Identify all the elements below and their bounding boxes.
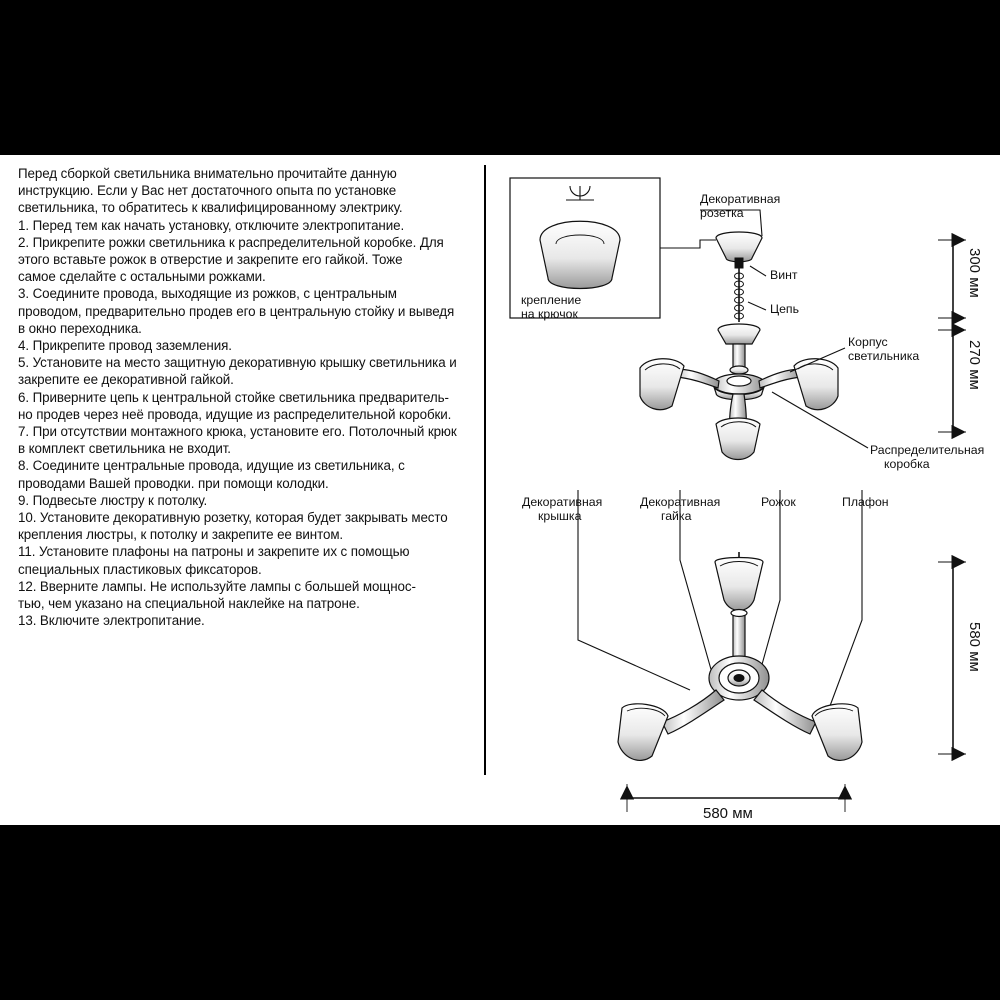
step-line: 11. Установите плафоны на патроны и закрепите их с помощью — [18, 544, 410, 560]
step-line: самое сделайте с остальными рожками. — [18, 269, 266, 285]
step-line: но продев через неё провода, идущие из распределительной коробки. — [18, 406, 452, 422]
hook-caption-line2: на крючок — [521, 307, 578, 321]
intro-line: Перед сборкой светильника внимательно прочитайте данную — [18, 166, 397, 181]
step-line: 10. Установите декоративную розетку, которая будет закрывать место — [18, 510, 448, 526]
callout-shade: Плафон — [842, 495, 889, 509]
step-line: проводом, предварительно продев его в центральную стойку и выведя — [18, 303, 455, 319]
step-line: 3. Соедините провода, выходящие из рожков, с центральным — [18, 286, 397, 302]
step-line: тью, чем указано на специальной наклейке на патроне. — [18, 596, 360, 612]
callout-screw: Винт — [770, 268, 798, 282]
step-line: закрепите ее декоративной гайкой. — [18, 372, 234, 388]
callout-body-line1: Корпус — [848, 335, 888, 349]
step-line: специальных пластиковых фиксаторов. — [18, 561, 262, 577]
step-line: 8. Соедините центральные провода, идущие из светильника, с — [18, 458, 405, 474]
dimension-middle: 270 мм — [966, 340, 983, 390]
step-line: 13. Включите электропитание. — [18, 613, 205, 629]
dimension-width: 580 мм — [703, 805, 753, 822]
callout-cover-line1: Декоративная — [522, 495, 603, 509]
step-line: 4. Прикрепите провод заземления. — [18, 338, 232, 354]
intro-line: инструкцию. Если у Вас нет достаточного опыта по установке — [18, 183, 397, 199]
intro-line: светильника, то обратитесь к квалифицированному электрику. — [18, 200, 403, 216]
step-line: 5. Установите на место защитную декоративную крышку светильника и — [18, 355, 457, 371]
step-line: 7. При отсутствии монтажного крюка, установите его. Потолочный крюк — [18, 424, 457, 440]
step-line: 12. Вверните лампы. Не используйте лампы с большей мощнос- — [18, 578, 416, 594]
callout-nut-line1: Декоративная — [640, 495, 721, 509]
callout-rosette-line2: розетка — [700, 206, 744, 220]
step-line: в комплект светильника не входит. — [18, 441, 231, 457]
callout-arm: Рожок — [761, 495, 796, 509]
step-line: проводами Вашей проводки. при помощи колодки. — [18, 475, 329, 491]
dimension-height: 580 мм — [966, 622, 983, 672]
callout-chain: Цепь — [770, 302, 800, 316]
step-line: этого вставьте рожок в отверстие и закрепите его гайкой. Тоже — [18, 252, 403, 268]
callout-rosette-line1: Декоративная — [700, 192, 781, 206]
callout-nut-line2: гайка — [661, 509, 692, 523]
hook-caption-line1: крепление — [521, 293, 582, 307]
callout-junction-line2: коробка — [884, 457, 930, 471]
step-line: в окно переходника. — [18, 320, 142, 336]
step-line: 6. Приверните цепь к центральной стойке светильника предваритель- — [18, 389, 449, 405]
step-line: 9. Подвесьте люстру к потолку. — [18, 492, 208, 508]
step-line: 2. Прикрепите рожки светильника к распределительной коробке. Для — [18, 234, 444, 250]
step-line: 1. Перед тем как начать установку, отключите электропитание. — [18, 217, 405, 233]
dimension-top: 300 мм — [966, 248, 983, 298]
callout-cover-line2: крышка — [538, 509, 582, 523]
step-line: крепления люстры, к потолку и закрепите ее винтом. — [18, 527, 344, 543]
callout-body-line2: светильника — [848, 349, 920, 363]
callout-junction-line1: Распределительная — [870, 443, 985, 457]
